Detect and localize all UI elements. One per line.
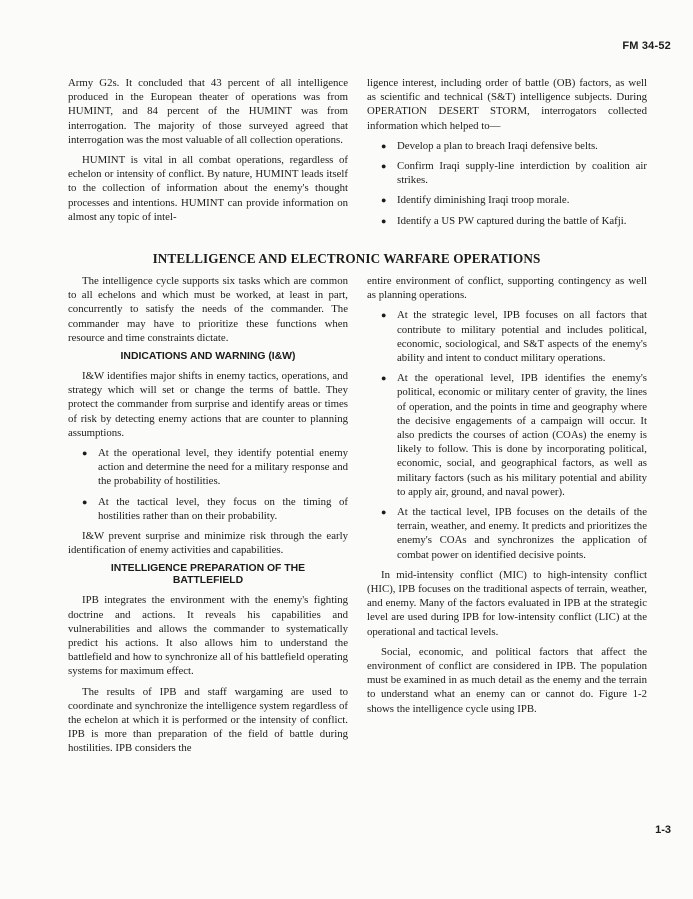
desert-storm-bullet-list: [367, 139, 647, 228]
paragraph-intel-cycle: The intelligence cycle supports six tasks which are common to all echelons and which must be worked, at least in part, concurrently to satisfy the needs of the commander. The commander may have to prioritize these functions when resource and time constraints dictate.: [68, 275, 348, 344]
paragraph-iw-prevent: I&W prevent surprise and minimize risk through the early identification of enemy activities and capabilities.: [68, 530, 348, 557]
top-right-column: [367, 76, 647, 234]
paragraph-humint-vital: HUMINT is vital in all combat operations, regardless of echelon or intensity of conflict. By nature, HUMINT leads itself to the collection of information about the enemy's thought processes and intentions. HUMINT can provide information on almost any topic of intel-: [68, 154, 348, 223]
paragraph-g2-survey: Army G2s. It concluded that 43 percent of all intelligence produced in the European theater of operations was from HUMINT, and 84 percent of the HUMINT was from interrogation. The majority of those surveyed agreed that interrogation was the most valuable of all collection operations.: [68, 77, 348, 146]
ipb-heading-line-1: INTELLIGENCE PREPARATION OF THE: [110, 563, 306, 575]
paragraph-iw-shifts: I&W identifies major shifts in enemy tactics, operations, and strategy which will set or change the terms of battle. They protect the commander from surprise and identify areas or times of risk by detecting enemy actions that are counter to planning assumptions.: [68, 370, 348, 439]
paragraph-ipb-results: The results of IPB and staff wargaming are used to coordinate and synchronize the intelligence system regardless of the echelon at which it is performed or the intensity of conflict. IPB is more than preparation of the field of battle during hostilities. IPB considers the: [68, 685, 348, 755]
main-right-column: [367, 274, 647, 722]
ipb-heading: [68, 563, 348, 587]
iw-heading: INDICATIONS AND WARNING (I&W): [120, 351, 296, 363]
paragraph-mic-hic: In mid-intensity conflict (MIC) to high-intensity conflict (HIC), IPB focuses on the traditional aspects of terrain, weather, and enemy. Many of the factors evaluated in IPB at the strategic level are used during IPB for low-intensity conflict (LIC) at the operational and tactical levels.: [367, 568, 647, 638]
bullet-icon: ●: [381, 507, 387, 518]
main-left-column: [68, 274, 348, 762]
ipb-heading-line-2: BATTLEFIELD: [172, 575, 244, 587]
bullet-icon: ●: [381, 161, 387, 172]
bullet-icon: ●: [82, 496, 88, 507]
list-item: ● Identify a US PW captured during the battle of Kafji.: [381, 214, 627, 227]
list-item: ● At the tactical level, they focus on the timing of hostilities rather than on their probability.: [82, 495, 348, 522]
bullet-icon: ●: [381, 195, 387, 206]
paragraph-desert-storm: ligence interest, including order of battle (OB) factors, as well as scientific and technical (S&T) intelligence subjects. During OPERATION DESERT STORM, interrogators collected information which helped to—: [367, 77, 647, 132]
iw-bullet-list: [68, 446, 348, 523]
list-item: ● At the operational level, they identify potential enemy action and determine the need for a military response and the probability of hostilities.: [82, 447, 348, 488]
list-item: ● Develop a plan to breach Iraqi defensive belts.: [381, 139, 598, 152]
list-item: ● Identify diminishing Iraqi troop morale.: [381, 194, 570, 207]
bullet-icon: ●: [82, 448, 88, 459]
paragraph-social-factors: Social, economic, and political factors that affect the environment of conflict are considered in IPB. The population must be examined in as much detail as the enemy and the terrain to understand what an enemy can or cannot do. Figure 1-2 shows the intelligence cycle using IPB.: [367, 645, 647, 715]
paragraph-ipb-integrates: IPB integrates the environment with the enemy's fighting doctrine and actions. It reveals his capabilities and vulnerabilities and allows the commander to systematically predict his actions. It also allows him to understand the battlefield and how to synchronize all of his battlefield operating systems for maximum effect.: [68, 594, 348, 678]
bullet-icon: ●: [381, 215, 387, 226]
ipb-level-bullet-list: [367, 308, 647, 561]
document-id: FM 34-52: [622, 40, 671, 52]
list-item: ● At the operational level, IPB identifies the enemy's political, economic or military center of gravity, the lines of operation, and the points in time and geography where the decisive engagements of a campaign will occur. It also predicts the courses of action (COAs) the enemy is likely to follow. This is done by incorporating political, economic, social, and geographical factors, as well as military factors (such as his military potential and ability to apply air, ground, and naval power).: [381, 372, 647, 498]
list-item: ● At the tactical level, IPB focuses on the details of the terrain, weather, and enemy. It predicts and prioritizes the enemy's COAs and synchronizes the application of combat power on identified decisive points.: [381, 506, 647, 561]
top-left-column: [68, 76, 348, 230]
list-item: ● At the strategic level, IPB focuses on all factors that contribute to military potential and includes political, economic, sociological, and S&T aspects of the enemy's ability and intent to conduct military operations.: [381, 309, 647, 365]
list-item: ● Confirm Iraqi supply-line interdiction by coalition air strikes.: [381, 160, 647, 187]
bullet-icon: ●: [381, 140, 387, 151]
bullet-icon: ●: [381, 310, 387, 321]
page-number: 1-3: [655, 824, 671, 836]
section-title: INTELLIGENCE AND ELECTRONIC WARFARE OPERATIONS: [152, 251, 541, 266]
paragraph-environment: entire environment of conflict, supporting contingency as well as planning operations.: [367, 275, 647, 302]
bullet-icon: ●: [381, 373, 387, 384]
